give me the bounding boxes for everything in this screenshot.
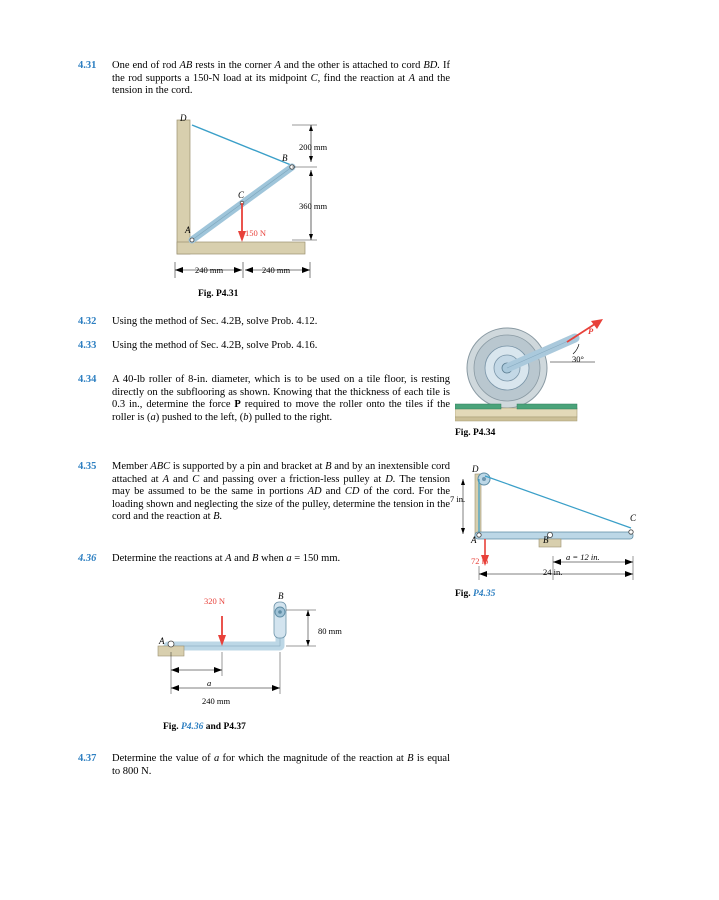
label-B-435: B [543,535,549,545]
problem-number: 4.32 [78,316,97,327]
figcap-pre: Fig. [455,589,473,599]
problem-text: Using the method of Sec. 4.2B, solve Prob. 4.12. [112,316,318,327]
problem-number: 4.36 [78,553,97,564]
figure-caption-p4-36 [163,722,246,732]
figure-p4-36 [150,590,370,720]
figcap-pre: Fig. [455,428,473,438]
label-angle-434: 30° [572,354,584,364]
problem-4-31 [78,60,450,98]
figure-caption-p4-31 [198,289,238,299]
label-D-431: D [180,113,187,123]
problem-text: Using the method of Sec. 4.2B, solve Prob. 4.16. [112,340,318,351]
dim-7in: 7 in. [450,494,466,504]
problem-4-37 [78,753,450,778]
figcap-num: P4.34 [472,428,496,438]
figcap-num: P4.31 [215,289,239,299]
load-label-436: 320 N [204,596,226,606]
figcap-pre: Fig. [198,289,216,299]
figcap-num: P4.35 [472,589,496,599]
label-B-431: B [282,153,288,163]
problem-4-34 [78,374,450,424]
dim-360mm: 360 mm [299,201,328,211]
problem-text: Determine the reactions at A and B when a = 150 mm. [112,553,341,564]
problem-number: 4.37 [78,753,97,764]
problem-text: Member ABC is supported by a pin and bracket at B and by an inextensible cord attached at A and C and passing over a friction-less pulley at D. The tension may be assumed to be the same in portions AD and CD of the cord. For the loading shown and neglecting the size of the pulley, determine the tension in the cord and the reaction at B. [112,461,451,523]
problem-number: 4.34 [78,374,97,385]
label-D-435: D [472,464,479,474]
problem-4-35 [78,461,450,524]
label-B-436: B [278,591,284,601]
problem-text: One end of rod AB rests in the corner A and the other is attached to cord BD. If the rod supports a 150-N load at its midpoint C, find the reaction at A and the tension in the cord. [112,60,450,97]
label-C-435: C [630,513,637,523]
figcap-mid: and [203,722,224,732]
dim-240mm-b: 240 mm [262,265,291,275]
dim-240mm-a: 240 mm [195,265,224,275]
figcap-pre: Fig. [163,722,181,732]
figcap-post: P4.37 [223,722,246,732]
dim-a-12in: a = 12 in. [566,552,600,562]
figure-caption-p4-34 [455,428,495,438]
problem-number: 4.35 [78,461,97,472]
figure-caption-p4-35 [455,589,495,599]
problem-4-33 [78,340,450,353]
problem-number: 4.33 [78,340,97,351]
label-A-435: A [471,535,477,545]
dim-a-436: a [207,678,212,688]
problem-4-32 [78,316,450,329]
problem-4-36 [78,553,450,566]
label-A-431: A [185,225,191,235]
label-P-434: P [588,326,594,336]
dim-80mm: 80 mm [318,626,342,636]
dim-200mm: 200 mm [299,142,328,152]
figure-p4-31 [165,112,340,287]
load-label-435: 72 lb [471,556,489,566]
load-label-431: 150 N [245,228,267,238]
problem-text: A 40-lb roller of 8-in. diameter, which is to be used on a tile floor, is resting directly on the subflooring as shown. Knowing that the thickness of each tile is 0.3 in., determine the force P required to move the roller onto the tiles if the roller is (a) pushed to the left, (b) pulled to the right. [112,374,450,423]
dim-24in: 24 in. [543,567,563,577]
dim-240mm-436: 240 mm [202,696,231,706]
problem-text: Determine the value of a for which the magnitude of the reaction at B is equal to 800 N. [112,753,450,777]
problem-number: 4.31 [78,60,97,71]
label-C-431: C [238,190,245,200]
figcap-num: P4.36 [180,722,204,732]
label-A-436: A [159,636,165,646]
